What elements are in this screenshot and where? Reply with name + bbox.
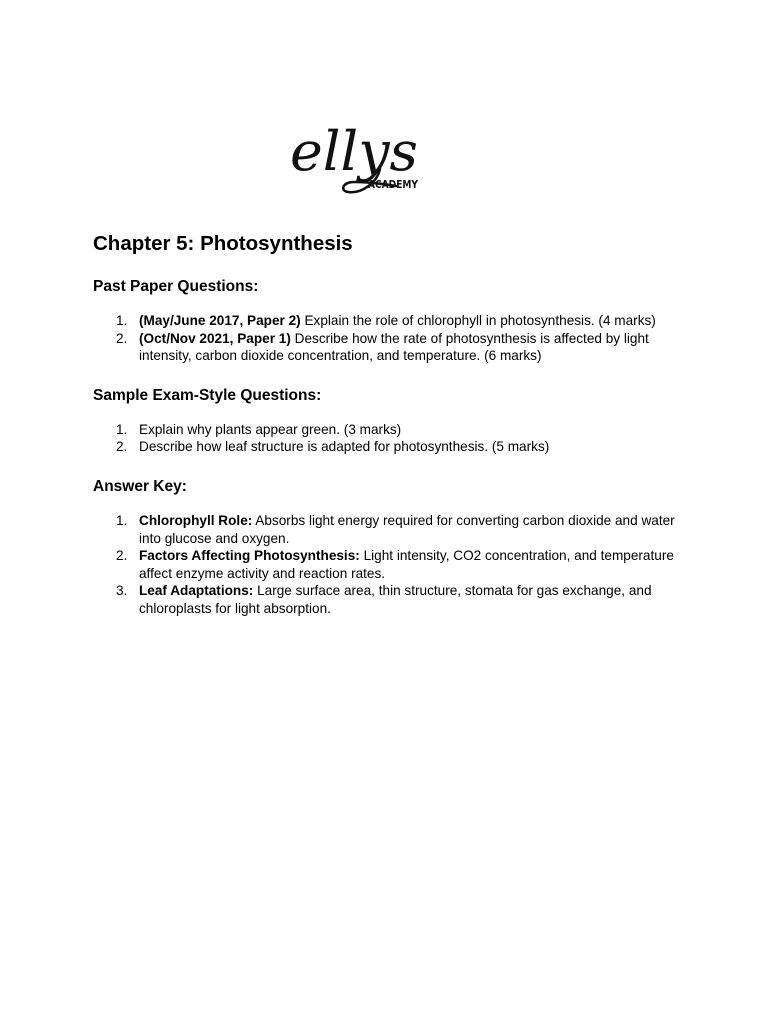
list-item [93, 312, 683, 330]
question-text: Describe how the rate of photosynthesis is affected by light intensity, carbon dioxide concentration, and temperature. (6 marks) [139, 330, 649, 364]
answer-key-list [93, 512, 683, 618]
past-paper-list [93, 312, 683, 365]
list-number: 1. [116, 512, 128, 528]
list-item [93, 421, 683, 439]
past-paper-heading: Past Paper Questions: [93, 278, 259, 295]
answer-text: Large surface area, thin structure, stomata for gas exchange, and chloroplasts for light absorption. [139, 583, 652, 616]
list-number: 2. [116, 330, 128, 346]
answer-text: Absorbs light energy required for converting carbon dioxide and water into glucose and oxygen. [139, 512, 675, 546]
answer-topic: Chlorophyll Role: [139, 512, 253, 528]
question-text: Explain why plants appear green. (3 marks) [139, 421, 402, 437]
answer-key-heading: Answer Key: [93, 477, 187, 495]
list-number: 2. [116, 439, 128, 455]
list-item [93, 582, 683, 617]
list-number: 1. [116, 421, 128, 437]
answer-topic: Factors Affecting Photosynthesis: [139, 548, 360, 564]
question-text: Describe how leaf structure is adapted for photosynthesis. (5 marks) [139, 439, 550, 455]
list-item [93, 438, 683, 456]
sample-questions-heading: Sample Exam-Style Questions: [93, 386, 322, 404]
logo-wordmark: ellys [290, 120, 418, 183]
list-item [93, 547, 683, 582]
sample-questions-list [93, 421, 683, 456]
logo-graphic [288, 112, 428, 200]
logo-subtext: ACADEMY [368, 179, 419, 191]
question-source: (May/June 2017, Paper 2) [139, 313, 301, 328]
list-item [93, 330, 683, 365]
list-number: 2. [116, 548, 128, 564]
document-content [93, 230, 683, 638]
list-number: 1. [116, 313, 128, 328]
ellys-academy-logo [288, 112, 428, 200]
question-text: Explain the role of chlorophyll in photosynthesis. (4 marks) [300, 313, 656, 328]
list-number: 3. [116, 583, 128, 599]
list-item [93, 512, 683, 547]
chapter-title: Chapter 5: Photosynthesis [93, 232, 353, 255]
answer-text: Light intensity, CO2 concentration, and temperature affect enzyme activity and reaction rates. [139, 548, 674, 581]
answer-topic: Leaf Adaptations: [139, 583, 254, 599]
question-source: (Oct/Nov 2021, Paper 1) [139, 330, 291, 346]
